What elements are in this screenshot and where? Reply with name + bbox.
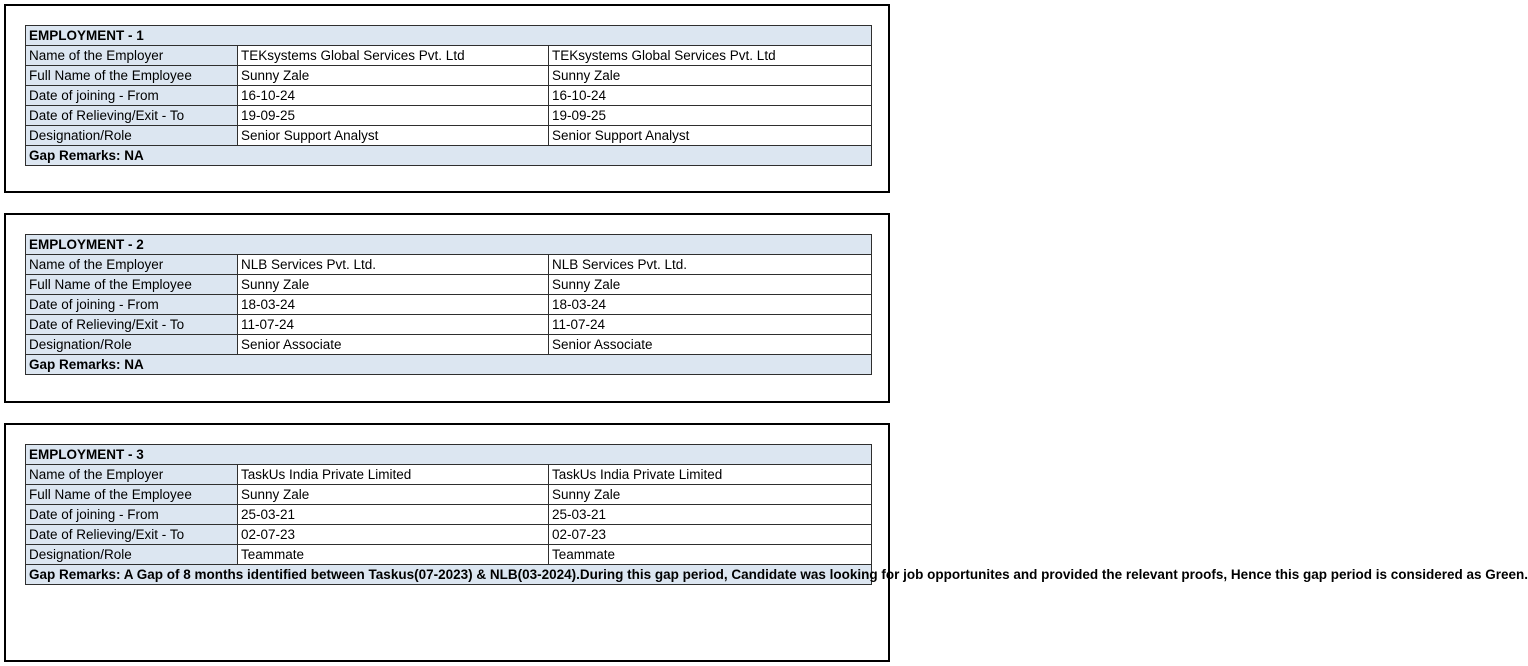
field-label: Date of Relieving/Exit - To bbox=[26, 315, 238, 335]
gap-remarks: Gap Remarks: A Gap of 8 months identified between Taskus(07-2023) & NLB(03-2024).During this gap period, Candidate was looking for job opportunites and provided the relevant proofs, Hence this gap period is considered as Green. bbox=[26, 565, 872, 585]
gap-remarks-row bbox=[26, 146, 872, 166]
verified-value: Teammate bbox=[549, 545, 872, 565]
claimed-value: Teammate bbox=[238, 545, 549, 565]
field-label: Date of Relieving/Exit - To bbox=[26, 106, 238, 126]
table-header-row bbox=[26, 235, 872, 255]
field-label: Designation/Role bbox=[26, 335, 238, 355]
verified-value: 19-09-25 bbox=[549, 106, 872, 126]
claimed-value: 16-10-24 bbox=[238, 86, 549, 106]
verified-value: Senior Support Analyst bbox=[549, 126, 872, 146]
employment-2-panel bbox=[4, 213, 890, 403]
employment-1-table bbox=[25, 25, 872, 166]
table-row bbox=[26, 106, 872, 126]
field-label: Date of joining - From bbox=[26, 505, 238, 525]
verified-value: TaskUs India Private Limited bbox=[549, 465, 872, 485]
table-row bbox=[26, 66, 872, 86]
field-label: Date of Relieving/Exit - To bbox=[26, 525, 238, 545]
table-header-row bbox=[26, 445, 872, 465]
table-row bbox=[26, 505, 872, 525]
verified-value: 02-07-23 bbox=[549, 525, 872, 545]
field-label: Date of joining - From bbox=[26, 86, 238, 106]
field-label: Name of the Employer bbox=[26, 46, 238, 66]
claimed-value: Sunny Zale bbox=[238, 66, 549, 86]
claimed-value: 19-09-25 bbox=[238, 106, 549, 126]
table-row bbox=[26, 545, 872, 565]
employment-2-table bbox=[25, 234, 872, 375]
table-row bbox=[26, 315, 872, 335]
verified-value: 11-07-24 bbox=[549, 315, 872, 335]
claimed-value: Sunny Zale bbox=[238, 275, 549, 295]
field-label: Designation/Role bbox=[26, 545, 238, 565]
verified-value: 16-10-24 bbox=[549, 86, 872, 106]
field-label: Designation/Role bbox=[26, 126, 238, 146]
claimed-value: Senior Support Analyst bbox=[238, 126, 549, 146]
employment-3-table bbox=[25, 444, 1528, 585]
field-label: Name of the Employer bbox=[26, 255, 238, 275]
table-row bbox=[26, 525, 872, 545]
verified-value: Sunny Zale bbox=[549, 485, 872, 505]
gap-remarks: Gap Remarks: NA bbox=[26, 355, 872, 375]
field-label: Full Name of the Employee bbox=[26, 275, 238, 295]
field-label: Full Name of the Employee bbox=[26, 66, 238, 86]
employment-title: EMPLOYMENT - 1 bbox=[26, 26, 872, 46]
gap-remarks: Gap Remarks: NA bbox=[26, 146, 872, 166]
table-row bbox=[26, 295, 872, 315]
claimed-value: NLB Services Pvt. Ltd. bbox=[238, 255, 549, 275]
claimed-value: 02-07-23 bbox=[238, 525, 549, 545]
verified-value: Sunny Zale bbox=[549, 275, 872, 295]
claimed-value: Sunny Zale bbox=[238, 485, 549, 505]
verified-value: Sunny Zale bbox=[549, 66, 872, 86]
field-label: Date of joining - From bbox=[26, 295, 238, 315]
claimed-value: TaskUs India Private Limited bbox=[238, 465, 549, 485]
employment-1-panel bbox=[4, 4, 890, 193]
table-row bbox=[26, 46, 872, 66]
field-label: Name of the Employer bbox=[26, 465, 238, 485]
employment-3-panel bbox=[4, 423, 1528, 662]
verified-value: Senior Associate bbox=[549, 335, 872, 355]
employment-title: EMPLOYMENT - 2 bbox=[26, 235, 872, 255]
table-row bbox=[26, 275, 872, 295]
table-row bbox=[26, 485, 872, 505]
table-row bbox=[26, 126, 872, 146]
claimed-value: 25-03-21 bbox=[238, 505, 549, 525]
claimed-value: 18-03-24 bbox=[238, 295, 549, 315]
table-row bbox=[26, 255, 872, 275]
verified-value: 25-03-21 bbox=[549, 505, 872, 525]
table-row bbox=[26, 86, 872, 106]
claimed-value: Senior Associate bbox=[238, 335, 549, 355]
verified-value: TEKsystems Global Services Pvt. Ltd bbox=[549, 46, 872, 66]
claimed-value: TEKsystems Global Services Pvt. Ltd bbox=[238, 46, 549, 66]
gap-remarks-row bbox=[26, 355, 872, 375]
table-row bbox=[26, 335, 872, 355]
claimed-value: 11-07-24 bbox=[238, 315, 549, 335]
table-row bbox=[26, 465, 872, 485]
verified-value: 18-03-24 bbox=[549, 295, 872, 315]
verified-value: NLB Services Pvt. Ltd. bbox=[549, 255, 872, 275]
employment-title: EMPLOYMENT - 3 bbox=[26, 445, 872, 465]
gap-remarks-row bbox=[26, 565, 872, 585]
field-label: Full Name of the Employee bbox=[26, 485, 238, 505]
table-header-row bbox=[26, 26, 872, 46]
